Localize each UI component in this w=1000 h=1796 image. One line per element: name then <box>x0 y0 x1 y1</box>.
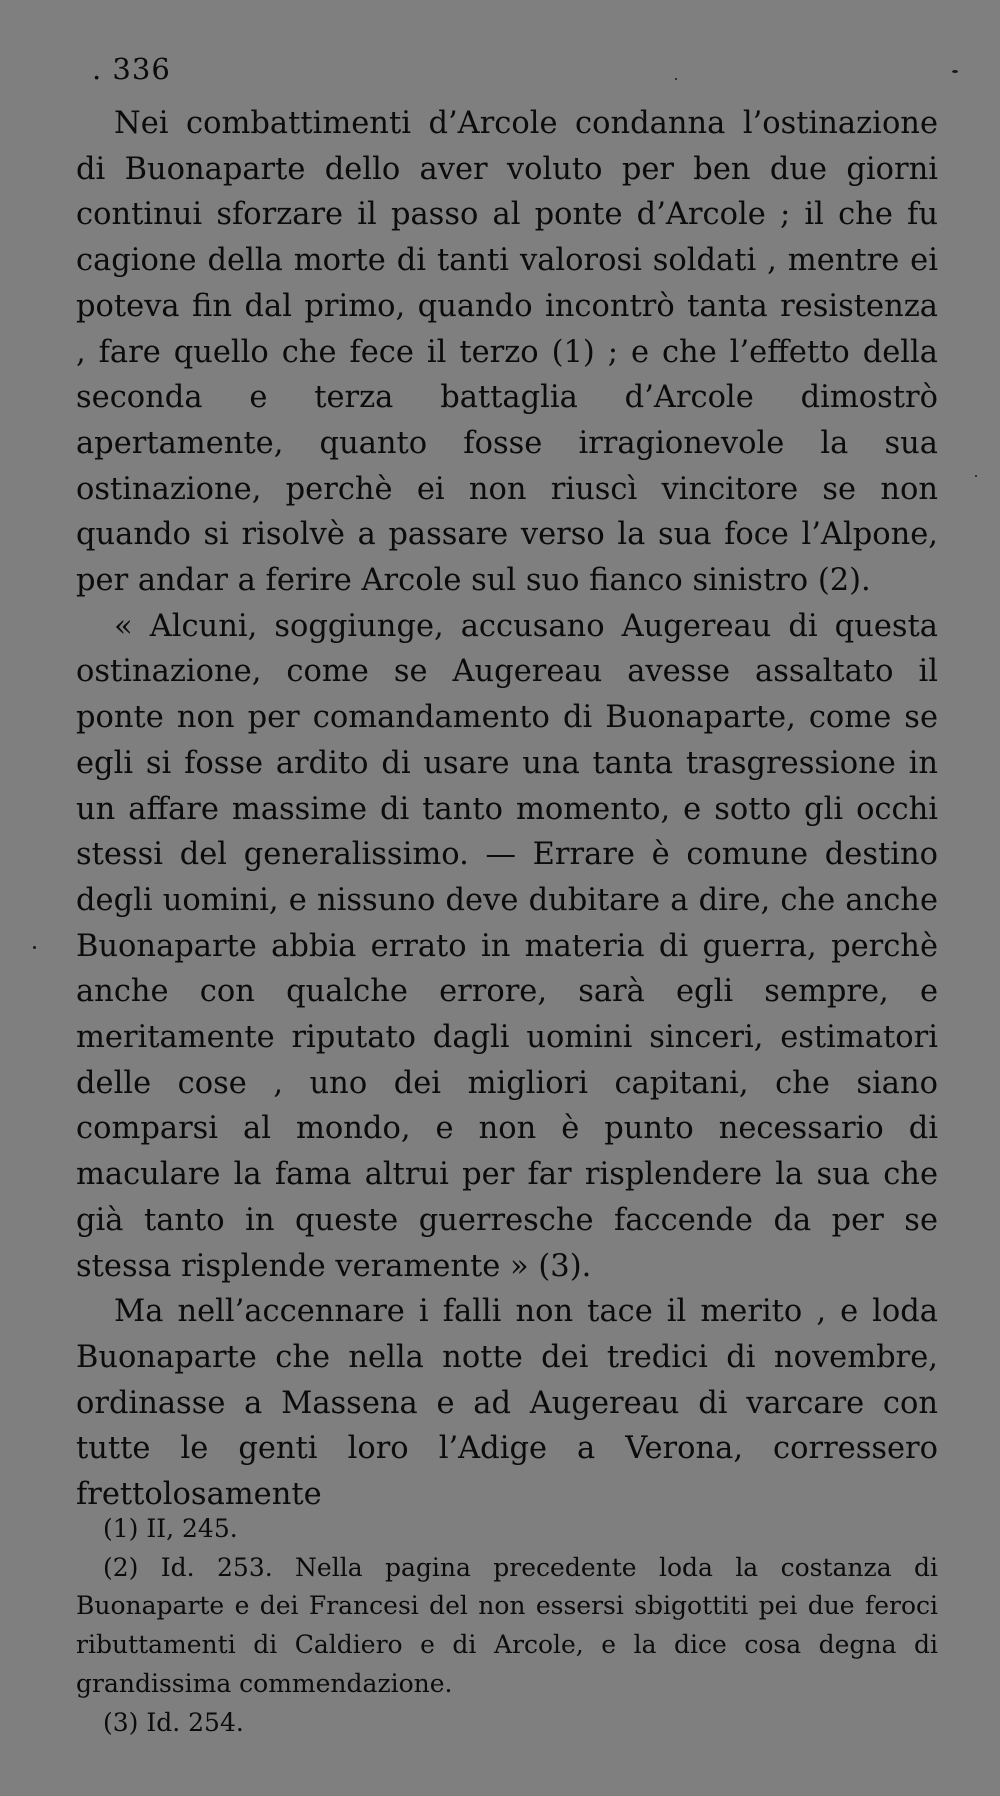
scan-speck <box>975 475 977 477</box>
paragraph: « Alcuni, soggiunge, accusano Augereau di questa ostinazione, come se Augereau avesse assaltato il ponte non per comandamento di Buonaparte, come se egli si fosse ardito di usare una tanta trasgressione in un affare massime di tanto momento, e sotto gli occhi stessi del generalissimo. — Errare è comune destino degli uomini, e nissuno deve dubitare a dire, che anche Buonaparte abbia errato in materia di guerra, perchè anche con qualche errore, sarà egli sempre, e meritamente riputato dagli uomini sinceri, estimatori delle cose , uno dei migliori capitani, che siano comparsi al mondo, e non è punto necessario di maculare la fama altrui per far risplendere la sua che già tanto in queste guerresche faccende da per se stessa risplende veramente » (3). <box>76 608 938 1284</box>
footnotes <box>76 1510 938 1742</box>
paragraph: Nei combattimenti d’Arcole condanna l’ostinazione di Buonaparte dello aver voluto per ben due giorni continui sforzare il passo al ponte d’Arcole ; il che fu cagione della morte di tanti valorosi soldati , mentre ei poteva fin dal primo, quando incontrò tanta resistenza , fare quello che fece il terzo (1) ; e che l’effetto della seconda e terza battaglia d’Arcole dimostrò apertamente, quanto fosse irragionevole la sua ostinazione, perchè ei non riuscì vincitore se non quando si risolvè a passare verso la sua foce l’Alpone, per andar a ferire Arcole sul suo fianco sinistro (2). <box>76 106 938 599</box>
scan-speck <box>675 78 677 80</box>
scan-speck <box>33 946 36 949</box>
main-text <box>76 101 938 1518</box>
footnote: (3) Id. 254. <box>103 1707 244 1737</box>
footnote: (1) II, 245. <box>103 1514 238 1543</box>
page-number: . 336 <box>92 52 171 86</box>
paragraph: Ma nell’accennare i falli non tace il merito , e loda Buonaparte che nella notte dei tredici di novembre, ordinasse a Massena e ad Augereau di varcare con tutte le genti loro l’Adige a Verona, corressero frettolosamente <box>76 1294 938 1513</box>
footnote: (2) Id. 253. Nella pagina precedente loda la costanza di Buonaparte e dei Francesi del non essersi sbigottiti pei due feroci ributtamenti di Caldiero e di Arcole, e la dice cosa degna di grandissima commendazione. <box>76 1552 938 1698</box>
scan-speck <box>952 70 958 73</box>
